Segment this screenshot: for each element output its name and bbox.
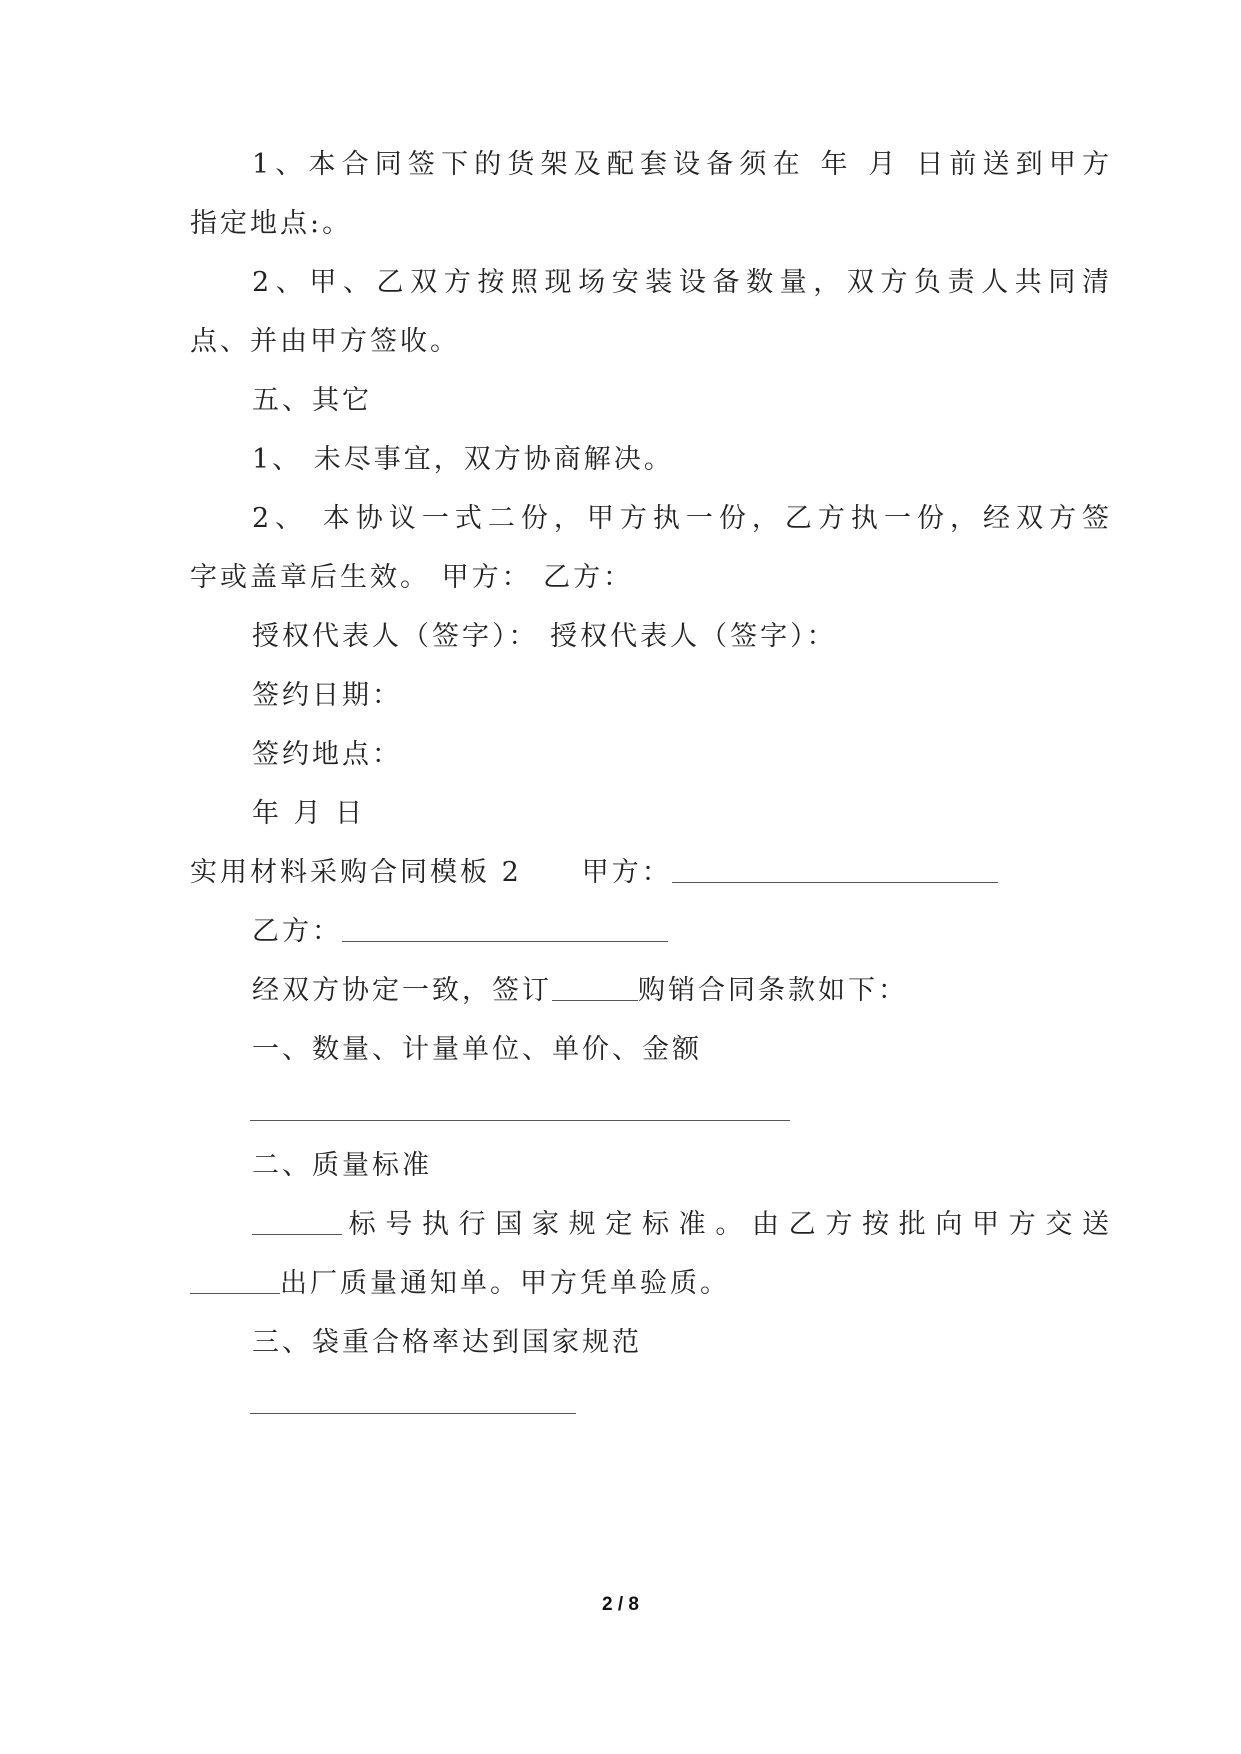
contract2-title: 实用材料采购合同模板 2 [190,857,522,888]
party-b-blank [342,915,668,942]
clause-checking-line1: 2、甲、乙双方按照现场安装设备数量，双方负责人共同清 [252,267,1112,298]
party-b-label: 乙方： [252,916,342,947]
party-b-row [252,912,1112,952]
agreement-text-pre: 经双方协定一致，签订 [252,975,552,1006]
signature-representatives: 授权代表人（签字）： 授权代表人（签字）： [252,621,837,652]
clause-delivery-line2: 指定地点:。 [190,208,353,239]
agreement-text-post: 购销合同条款如下： [638,975,908,1006]
section3-blank [250,1413,576,1414]
section2-heading: 二、质量标准 [252,1150,432,1181]
clause-checking-line2: 点、并由甲方签收。 [190,326,460,357]
quality-row1 [252,1205,1112,1245]
contract2-title-row [190,853,1050,893]
date-placeholder: 年 月 日 [252,798,366,829]
clause-other-2-line1: 2、 本协议一式二份，甲方执一份，乙方执一份，经双方签 [252,503,1112,534]
agreement-row [252,971,1112,1011]
quality-text-1: 标号执行国家规定标准。由乙方按批向甲方交送 [342,1209,1112,1240]
clause-other-1: 1、 未尽事宜，双方协商解决。 [252,444,674,475]
clause-delivery-line1: 1、本合同签下的货架及配套设备须在 年 月 日前送到甲方 [252,149,1112,180]
section-other-heading: 五、其它 [252,385,372,416]
quality-row2 [190,1264,1050,1304]
party-a-blank [672,856,998,883]
quality-blank-1 [252,1208,342,1235]
page-number: 2 / 8 [602,1594,639,1615]
section1-heading: 一、数量、计量单位、单价、金额 [252,1034,702,1065]
quality-blank-2 [190,1267,280,1294]
section1-blank [250,1120,790,1121]
quality-text-2: 出厂质量通知单。甲方凭单验质。 [280,1268,730,1299]
agreement-blank [552,974,638,1001]
party-a-label: 甲方： [581,857,672,888]
clause-other-2-line2: 字或盖章后生效。 甲方： 乙方： [190,562,634,593]
signing-date-label: 签约日期： [252,680,402,711]
signing-place-label: 签约地点： [252,739,402,770]
section3-heading: 三、袋重合格率达到国家规范 [252,1327,642,1358]
